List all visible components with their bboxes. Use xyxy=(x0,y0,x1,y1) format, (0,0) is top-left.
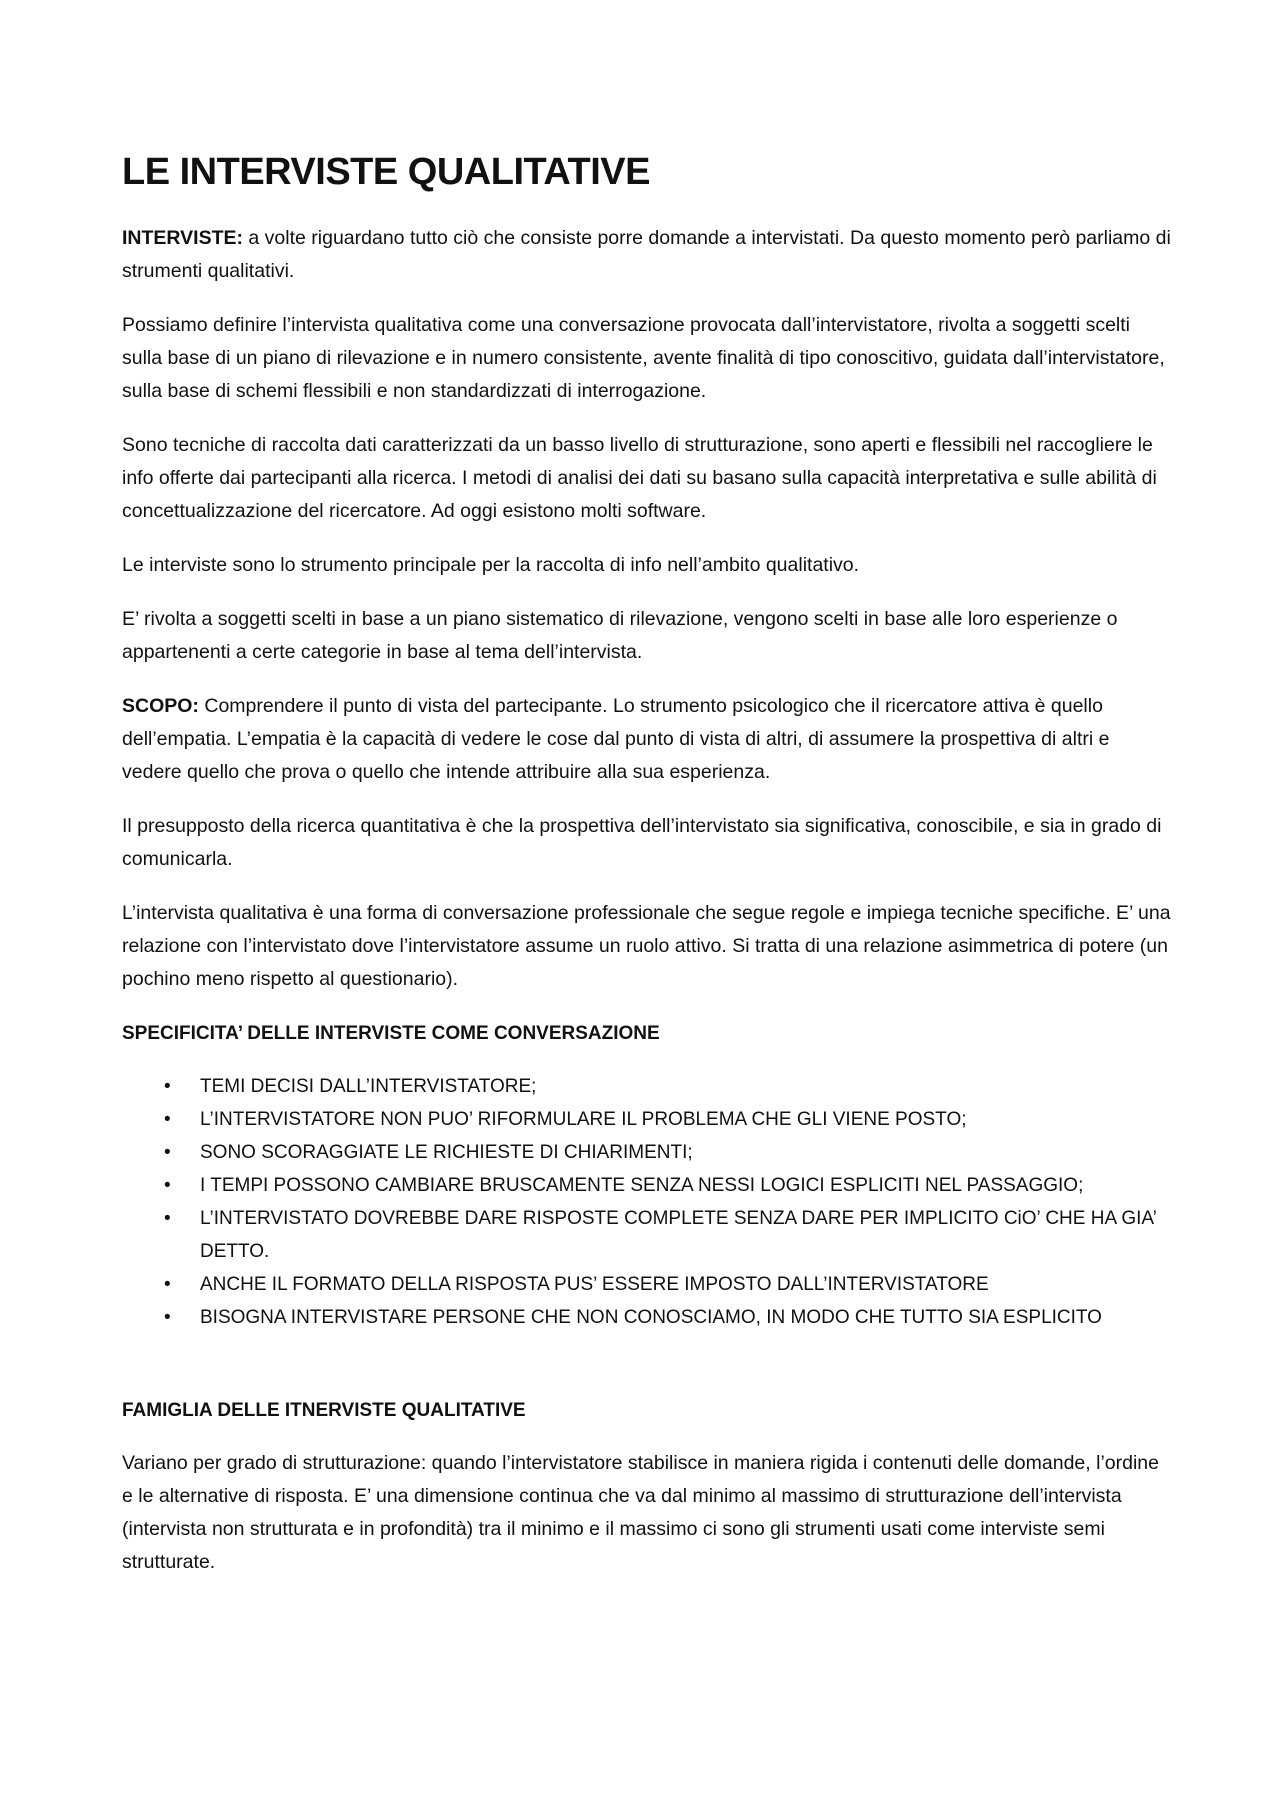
paragraph-main-tool: Le interviste sono lo strumento principale per la raccolta di info nell’ambito qualitativo. xyxy=(122,553,860,576)
paragraph-text: Comprendere il punto di vista del partecipante. Lo strumento psicologico che il ricercatore attiva è quello dell’empatia. L’empatia è la capacità di vedere le cose dal punto di vista di altri, di assumere la prospettiva di altri e vedere quello che prova o quello che intende attribuire alla sua esperienza. xyxy=(122,694,1110,783)
list-item: • L’INTERVISTATO DOVREBBE DARE RISPOSTE COMPLETE SENZA DARE PER IMPLICITO CiO’ CHE HA GIA’ DETTO. xyxy=(122,1202,1172,1268)
paragraph-scopo xyxy=(122,690,1172,789)
paragraph-conversation: L’intervista qualitativa è una forma di conversazione professionale che segue regole e impiega tecniche specifiche. E’ una relazione con l’intervistato dove l’intervistatore assume un ruolo attivo. Si tratta di una relazione asimmetrica di potere (un pochino meno rispetto al questionario). xyxy=(122,901,1171,990)
paragraph-lead: INTERVISTE: xyxy=(122,226,243,249)
paragraph-presupposto: Il presupposto della ricerca quantitativa è che la prospettiva dell’intervistato sia significativa, conoscibile, e sia in grado di comunicarla. xyxy=(122,814,1162,870)
paragraph-lead: SCOPO: xyxy=(122,694,199,717)
document-page xyxy=(122,150,1172,1600)
paragraph-text: a volte riguardano tutto ciò che consiste porre domande a intervistati. Da questo momento però parliamo di strumenti qualitativi. xyxy=(122,226,1171,282)
paragraph-famiglia: Variano per grado di strutturazione: quando l’intervistatore stabilisce in maniera rigida i contenuti delle domande, l’ordine e le alternative di risposta. E’ una dimensione continua che va dal minimo al massimo di strutturazione dell’intervista (intervista non strutturata e in profondità) tra il minimo e il massimo ci sono gli strumenti usati come interviste semi strutturate. xyxy=(122,1451,1159,1573)
list-item: • ANCHE IL FORMATO DELLA RISPOSTA PUS’ ESSERE IMPOSTO DALL’INTERVISTATORE xyxy=(122,1268,1172,1301)
list-item: • BISOGNA INTERVISTARE PERSONE CHE NON CONOSCIAMO, IN MODO CHE TUTTO SIA ESPLICITO xyxy=(122,1301,1172,1334)
list-item: • SONO SCORAGGIATE LE RICHIESTE DI CHIARIMENTI; xyxy=(122,1136,1172,1169)
page-title: LE INTERVISTE QUALITATIVE xyxy=(122,151,650,193)
paragraph-definition: Possiamo definire l’intervista qualitativa come una conversazione provocata dall’intervistatore, rivolta a soggetti scelti sulla base di un piano di rilevazione e in numero consistente, avente finalità di tipo conoscitivo, guidata dall’intervistatore, sulla base di schemi flessibili e non standardizzati di interrogazione. xyxy=(122,313,1165,402)
section-heading-famiglia: FAMIGLIA DELLE ITNERVISTE QUALITATIVE xyxy=(122,1399,526,1421)
section-heading-specificita: SPECIFICITA’ DELLE INTERVISTE COME CONVERSAZIONE xyxy=(122,1022,660,1044)
paragraph-interviste xyxy=(122,222,1172,288)
paragraph-techniques: Sono tecniche di raccolta dati caratterizzati da un basso livello di strutturazione, sono aperti e flessibili nel raccogliere le info offerte dai partecipanti alla ricerca. I metodi di analisi dei dati su basano sulla capacità interpretativa e sulle abilità di concettualizzazione del ricercatore. Ad oggi esistono molti software. xyxy=(122,433,1157,522)
paragraph-target: E’ rivolta a soggetti scelti in base a un piano sistematico di rilevazione, vengono scelti in base alle loro esperienze o appartenenti a certe categorie in base al tema dell’intervista. xyxy=(122,607,1118,663)
list-item: • I TEMPI POSSONO CAMBIARE BRUSCAMENTE SENZA NESSI LOGICI ESPLICITI NEL PASSAGGIO; xyxy=(122,1169,1172,1202)
list-item: • TEMI DECISI DALL’INTERVISTATORE; xyxy=(122,1070,1172,1103)
list-item: • L’INTERVISTATORE NON PUO’ RIFORMULARE IL PROBLEMA CHE GLI VIENE POSTO; xyxy=(122,1103,1172,1136)
specificita-list xyxy=(122,1070,1172,1334)
